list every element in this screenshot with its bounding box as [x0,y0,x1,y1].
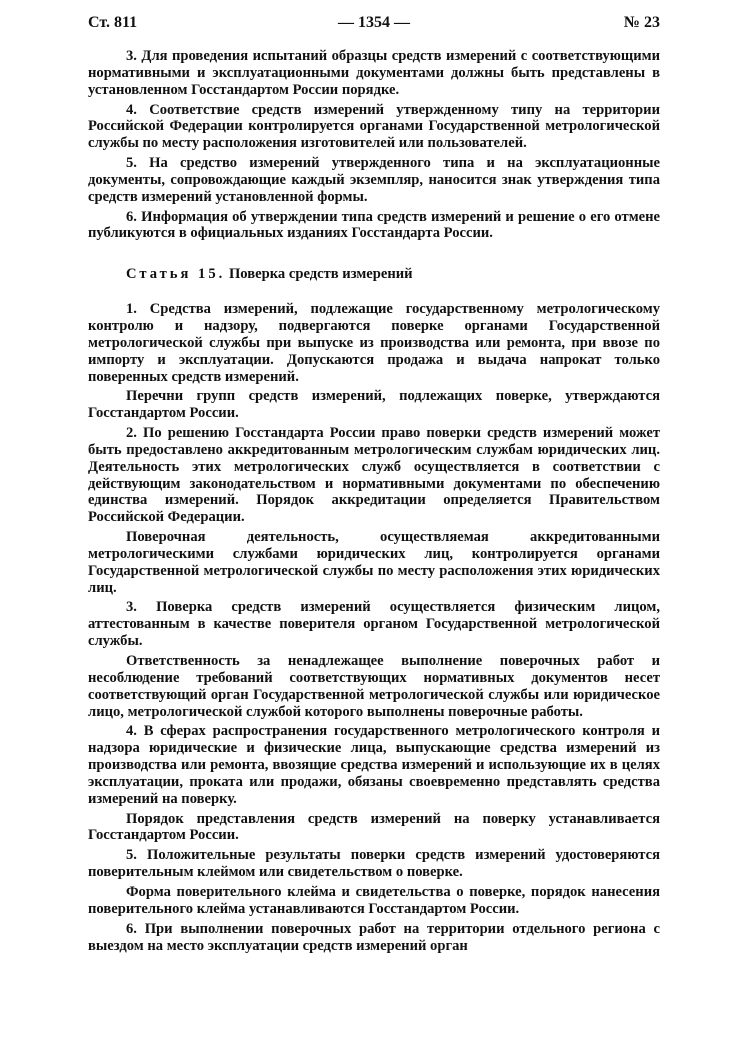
paragraph: 4. Соответствие средств измерений утвержденному типу на территории Российской Федерации контролируется органами Государственной метрологической службы по месту расположения изготовителей или пользователей. [88,101,660,152]
paragraph: Перечни групп средств измерений, подлежащих поверке, утверждаются Госстандартом России. [88,388,660,422]
article-number: Ст. 811 [88,14,138,31]
issue-number: № 23 [623,14,660,31]
paragraph: 6. Информация об утверждении типа средств измерений и решение о его отмене публикуются в официальных изданиях Госстандарта России. [88,208,660,242]
paragraph: Ответственность за ненадлежащее выполнение поверочных работ и несоблюдение требований соответствующих нормативных документов несет соответствующий орган Государственной метрологической службы или юридическое лицо, метрологической службой которого выполнены поверочные работы. [88,653,660,720]
article-heading [88,266,660,283]
paragraph: Порядок представления средств измерений на поверку устанавливается Госстандартом России. [88,810,660,844]
page-number: — 1354 — [338,14,410,31]
paragraph: 5. Положительные результаты поверки средств измерений удостоверяются поверительным клеймом или свидетельством о поверке. [88,847,660,881]
paragraph: 4. В сферах распространения государственного метрологического контроля и надзора юридические и физические лица, выпускающие средства измерений из производства или ремонта, ввозящие средства измерений и использующие их в целях эксплуатации, проката или продажи, обязаны своевременно представлять средства измерений на поверку. [88,723,660,807]
document-body [88,48,660,954]
document-page [88,14,660,957]
paragraph: 1. Средства измерений, подлежащие государственному метрологическому контролю и надзору, подвергаются поверке органами Государственной метрологической службы при выпуске из производства или ремонта, при ввозе по импорту и эксплуатации. Допускаются продажа и выдача напрокат только поверенных средств измерений. [88,301,660,385]
paragraph: 2. По решению Госстандарта России право поверки средств измерений может быть предоставлено аккредитованным метрологическим службам юридических лиц. Деятельность этих метрологических служб осуществляется в соответствии с действующим законодательством и нормативными документами по обеспечению единства измерений. Порядок аккредитации определяется Правительством Российской Федерации. [88,425,660,526]
paragraph: Поверочная деятельность, осуществляемая аккредитованными метрологическими службами юридических лиц, контролируется органами Государственной метрологической службы по месту расположения этих юридических лиц. [88,529,660,596]
paragraph: 3. Поверка средств измерений осуществляется физическим лицом, аттестованным в качестве поверителя органом Государственной метрологической службы. [88,599,660,650]
article-label: Статья 15. [126,266,226,283]
article-title: Поверка средств измерений [228,266,413,283]
paragraph: Форма поверительного клейма и свидетельства о поверке, порядок нанесения поверительного клейма устанавливаются Госстандартом России. [88,883,660,917]
paragraph: 3. Для проведения испытаний образцы средств измерений с соответствующими нормативными и эксплуатационными документами должны быть представлены в установленном Госстандартом России порядке. [88,48,660,98]
paragraph: 6. При выполнении поверочных работ на территории отдельного региона с выездом на место эксплуатации средств измерений орган [88,920,660,954]
paragraph: 5. На средство измерений утвержденного типа и на эксплуатационные документы, сопровождающие каждый экземпляр, наносится знак утверждения типа средств измерений установленной формы. [88,155,660,205]
page-header [88,14,660,36]
